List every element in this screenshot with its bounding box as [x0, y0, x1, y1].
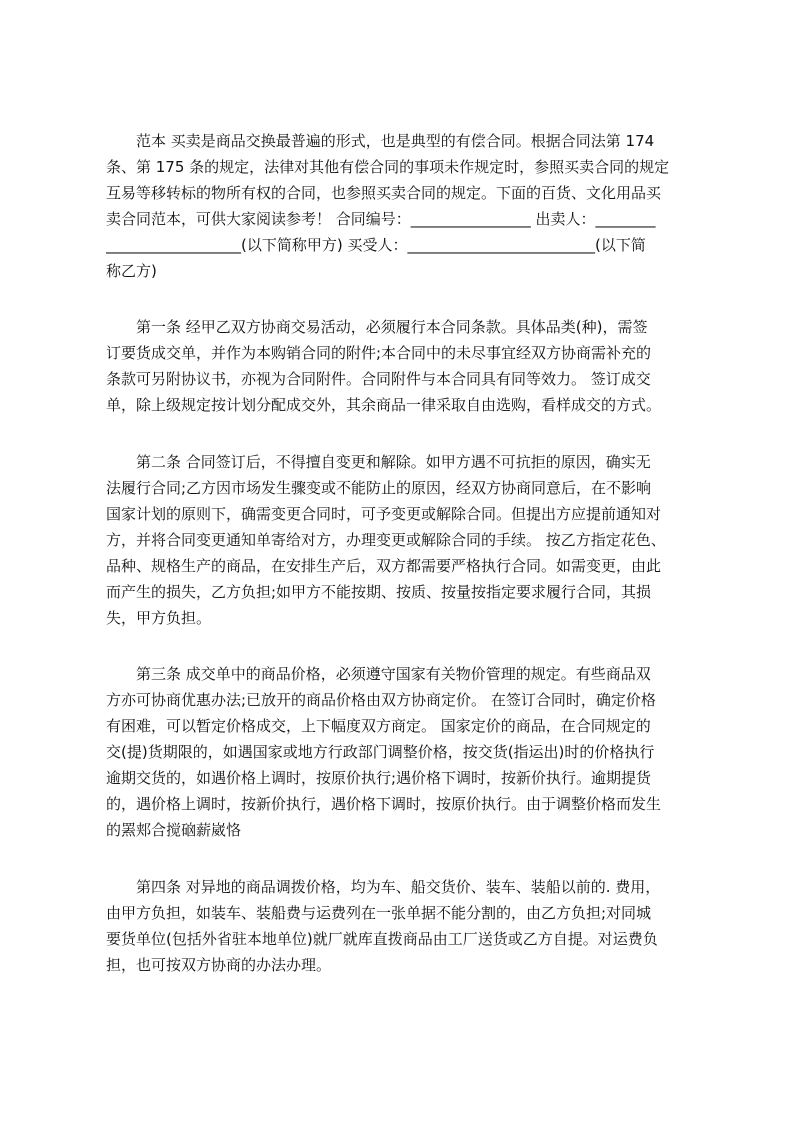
text-line: 第三条 成交单中的商品价格，必须遵守国家有关物价管理的规定。有些商品双 [106, 665, 651, 683]
text-line: 称乙方) [106, 262, 157, 280]
text-line: 方亦可协商优惠办法;已放开的商品价格由双方协商定价。 在签订合同时，确定价格 [106, 691, 656, 709]
text-line: 条款可另附协议书，亦视为合同附件。合同附件与本合同具有同等效力。 签订成交 [106, 370, 651, 388]
text-line: 单，除上级规定按计划分配成交外，其余商品一律采取自由选购，看样成交的方式。 [106, 396, 662, 414]
text-line: 卖合同范本，可供大家阅读参考！ 合同编号：________________ 出卖人：________ [106, 210, 656, 228]
text-line: 方，并将合同变更通知单寄给对方，办理变更或解除合同的手续。 按乙方指定花色、 [106, 531, 666, 549]
text-line: 而产生的损失，乙方负担;如甲方不能按期、按质、按量按指定要求履行合同，其损 [106, 583, 652, 601]
text-line: 品种、规格生产的商品，在安排生产后，双方都需要严格执行合同。如需变更，由此 [106, 557, 662, 575]
text-line: 失，甲方负担。 [106, 609, 212, 627]
text-line: 第二条 合同签订后，不得擅自变更和解除。如甲方遇不可抗拒的原因，确实无 [106, 453, 651, 471]
text-line: 担，也可按双方协商的办法办理。 [106, 956, 332, 974]
text-line: 订要货成交单，并作为本购销合同的附件;本合同中的未尽事宜经双方协商需补充的 [106, 344, 652, 362]
text-line: 的，遇价格上调时，按新价执行，遇价格下调时，按原价执行。由于调整价格而发生 [106, 795, 662, 813]
text-line: 第一条 经甲乙双方协商交易活动，必须履行本合同条款。具体品类(种)，需签 [106, 318, 648, 336]
text-line: __________________(以下简称甲方) 买受人：_________________________(以下简 [106, 236, 646, 254]
text-line: 逾期交货的，如遇价格上调时，按原价执行;遇价格下调时，按新价执行。逾期提货 [106, 769, 652, 787]
text-line: 交(提)货期限的，如遇国家或地方行政部门调整价格，按交货(指运出)时的价格执行 [106, 743, 655, 761]
text-line: 互易等移转标的物所有权的合同，也参照买卖合同的规定。下面的百货、文化用品买 [106, 184, 662, 202]
text-line: 法履行合同;乙方因市场发生骤变或不能防止的原因，经双方协商同意后，在不影响 [106, 479, 652, 497]
text-line: 有困难，可以暂定价格成交，上下幅度双方商定。 国家定价的商品，在合同规定的 [106, 717, 651, 735]
text-line: 条、第 175 条的规定，法律对其他有偿合同的事项未作规定时，参照买卖合同的规定 [106, 158, 670, 176]
text-line: 第四条 对异地的商品调拨价格，均为车、船交货价、装车、装船以前的. 费用， [106, 878, 661, 896]
text-line: 的罴郏合搅硇薪崴恪 [106, 821, 242, 839]
text-line: 由甲方负担，如装车、装船费与运费列在一张单据不能分割的，由乙方负担;对同城 [106, 904, 652, 922]
text-line: 国家计划的原则下，确需变更合同时，可予变更或解除合同。但提出方应提前通知对 [106, 505, 662, 523]
text-line: 要货单位(包括外省驻本地单位)就厂就库直拨商品由工厂送货或乙方自提。对运费负 [106, 930, 658, 948]
text-line: 范本 买卖是商品交换最普遍的形式，也是典型的有偿合同。根据合同法第 174 [106, 132, 655, 150]
